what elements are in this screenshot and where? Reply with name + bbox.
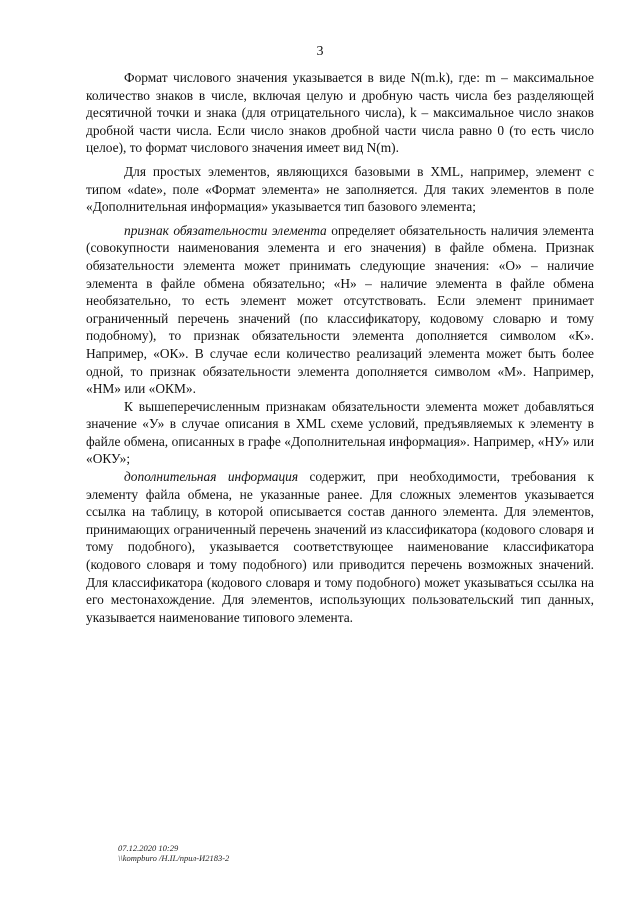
page-number: 3 bbox=[316, 44, 324, 59]
paragraph-mandatory-sign-text: определяет обязательность наличия элемента (совокупности наименования элемента и его значения) в файле обмена. Признак обязательности элемента может принимать следующие значения: «О» – наличие элемента в файле обмена обязательно; «Н» – наличие элемента в файле обмена необязательно, то есть элемент может отсутствовать. Если элемент принимает ограниченный перечень значений (по классификатору, кодовому словарю и тому подобному), то признак обязательности элемента дополняется символом «К». Например, «ОК». В случае если количество реализаций элемента может быть более одной, то признак обязательности элемента дополняется символом «М». Например, «НМ» или «ОКМ». bbox=[86, 222, 594, 397]
term-mandatory-sign: признак обязательности элемента bbox=[124, 222, 327, 238]
footer-timestamp: 07.12.2020 10:29 bbox=[118, 843, 179, 853]
paragraph-additional-info-text: содержит, при необходимости, требования к элементу файла обмена, не указанные ранее. Для сложных элементов указывается ссылка на таблицу, в которой описывается состав данного элемента. Для элементов, принимающих ограниченный перечень значений из классификатора (кодового словаря и тому подобного), указывается соответствующее наименование классификатора (кодового словаря и тому подобного) или приводится перечень возможных значений. Для классификатора (кодового словаря и тому подобного) может указываться ссылка на его местонахождение. Для элементов, использующих пользовательский тип данных, указывается наименование типового элемента. bbox=[86, 469, 594, 625]
paragraph-mandatory-sign bbox=[86, 222, 594, 398]
footer-file-path: \\kompburo /H.II./прил-И2183-2 bbox=[118, 853, 230, 863]
print-footer bbox=[118, 843, 229, 863]
paragraph-additional-info bbox=[86, 468, 594, 626]
paragraph-simple-elements: Для простых элементов, являющихся базовыми в XML, например, элемент с типом «date», поле «Формат элемента» не заполняется. Для таких элементов в поле «Дополнительная информация» указывается тип базового элемента; bbox=[86, 163, 594, 215]
body-text bbox=[86, 69, 594, 632]
paragraph-number-format: Формат числового значения указывается в виде N(m.k), где: m – максимальное количество знаков в числе, включая целую и дробную часть числа без разделяющей десятичной точки и знака (для отрицательного числа), k – максимальное число знаков дробной части числа. Если число знаков дробной части числа равно 0 (то есть число целое), то формат числового значения имеет вид N(m). bbox=[86, 70, 594, 156]
paragraph-conditional-value: К вышеперечисленным признакам обязательности элемента может добавляться значение «У» в случае описания в XML схеме условий, предъявляемых к элементу в файле обмена, описанных в графе «Дополнительная информация». Например, «НУ» или «ОКУ»; bbox=[86, 398, 594, 467]
term-additional-info: дополнительная информация bbox=[124, 469, 299, 485]
